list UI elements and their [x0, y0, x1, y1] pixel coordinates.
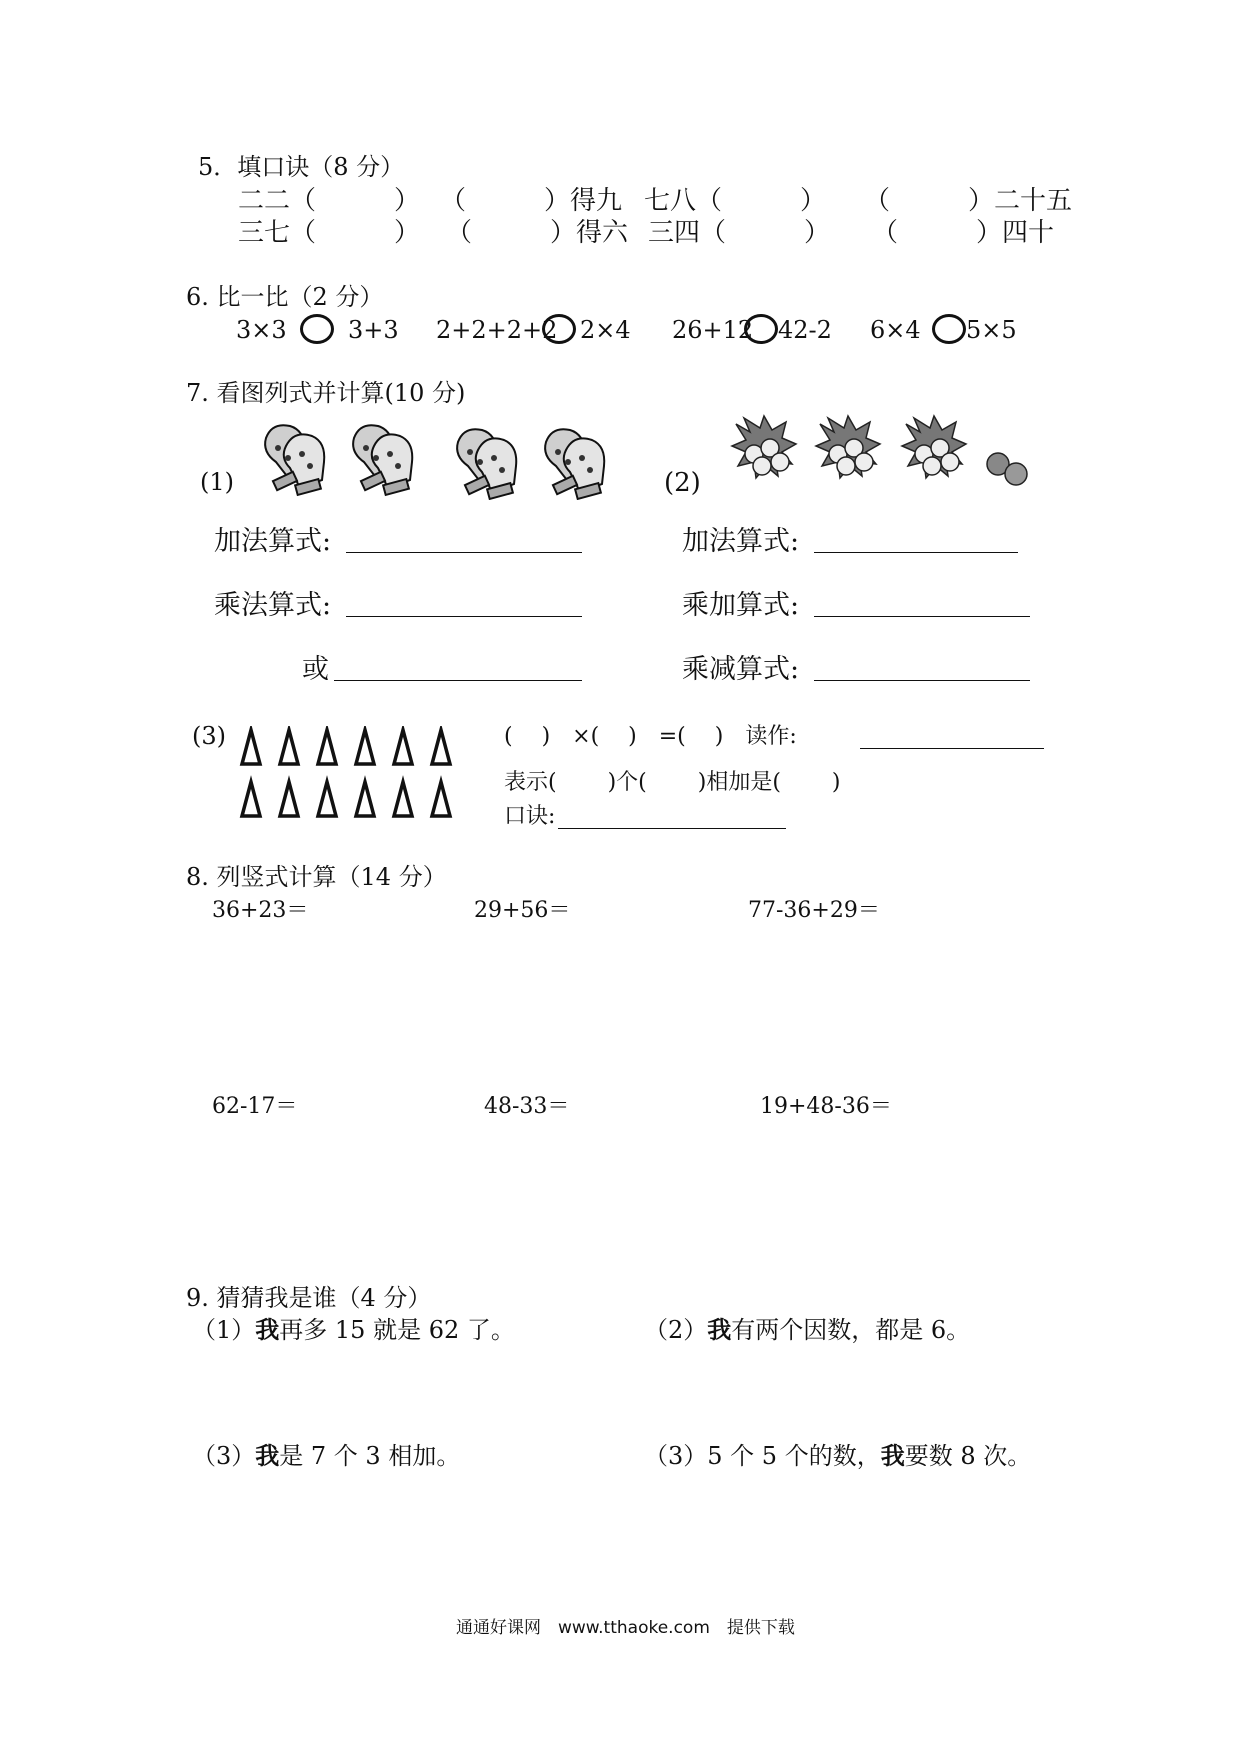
q5-r2-c3: 三四（ ） [648, 218, 831, 248]
q6-p3-left: 26+12 [672, 316, 754, 344]
q7-right-line2-label: 乘加算式: [682, 590, 800, 621]
q6-p1-left: 3×3 [236, 316, 287, 344]
q7-left-line1-blank[interactable] [346, 532, 582, 553]
q7-p3-reading-blank[interactable] [860, 728, 1044, 749]
q6-p3-circle[interactable] [744, 314, 778, 344]
q6-p1-circle[interactable] [300, 314, 334, 344]
q7-p3-label: (3) [192, 722, 226, 750]
q7-p1-label: (1) [200, 468, 234, 496]
q7-p3-line1: ( ) ×( ) =( ) 读作: [504, 724, 797, 749]
q5-r1-c2: （ ）得九 [440, 186, 623, 216]
q7-left-line2-label: 乘法算式: [214, 590, 332, 621]
q8-r1-c3: 77-36+29＝ [748, 898, 880, 923]
q9-item-1: （1）我再多 15 就是 62 了。 [192, 1315, 515, 1344]
q6-p4-right: 5×5 [966, 316, 1017, 344]
q7-right-line3-label: 乘减算式: [682, 654, 800, 685]
q5-r2-c2: （ ）得六 [446, 218, 629, 248]
q8-r2-c3: 19+48-36＝ [760, 1094, 892, 1119]
q6-p2-circle[interactable] [542, 314, 576, 344]
q6-p2-left: 2+2+2+2 [436, 316, 558, 344]
q5-r2-c4: （ ）四十 [872, 218, 1055, 248]
q6-p4-left: 6×4 [870, 316, 921, 344]
q8-r1-c1: 36+23＝ [212, 898, 309, 923]
q7-left-line2-blank[interactable] [346, 596, 582, 617]
q9-item-2: （2）我有两个因数，都是 6。 [644, 1315, 971, 1344]
q6-p4-circle[interactable] [932, 314, 966, 344]
q9-item-3: （3）我是 7 个 3 相加。 [192, 1441, 461, 1470]
q7-left-line3-label: 或 [302, 654, 329, 685]
triangles-picture [238, 726, 458, 822]
q5-r2-c1: 三七（ ） [238, 218, 421, 248]
q7-right-line3-blank[interactable] [814, 660, 1030, 681]
q8-r2-c1: 62-17＝ [212, 1094, 298, 1119]
q9-title: 9. 猜猜我是谁（4 分） [186, 1284, 432, 1312]
q5-r1-c1: 二二（ ） [238, 186, 421, 216]
q9-item-4: （3）5 个 5 个的数，我要数 8 次。 [644, 1441, 1032, 1470]
q7-p3-line3: 口诀: [504, 804, 556, 829]
mittens-picture [256, 418, 626, 500]
q6-p3-right: 42-2 [778, 316, 832, 344]
q7-p3-line2: 表示( )个( )相加是( ) [504, 770, 841, 795]
q5-r1-c3: 七八（ ） [644, 186, 827, 216]
q7-title: 7. 看图列式并计算(10 分) [186, 379, 466, 407]
q8-title: 8. 列竖式计算（14 分） [186, 863, 447, 891]
q6-p1-right: 3+3 [348, 316, 399, 344]
q7-left-line3-blank[interactable] [334, 660, 582, 681]
q7-left-line1-label: 加法算式: [214, 526, 332, 557]
q7-right-line2-blank[interactable] [814, 596, 1030, 617]
q5-title: 5．填口诀（8 分） [198, 153, 405, 181]
q6-p2-right: 2×4 [580, 316, 631, 344]
footer-text: 通通好课网 www.tthaoke.com 提供下载 [456, 1618, 795, 1638]
q7-p3-rhyme-blank[interactable] [558, 808, 786, 829]
q8-r1-c2: 29+56＝ [474, 898, 571, 923]
q7-p2-label: (2) [664, 468, 701, 498]
q8-r2-c2: 48-33＝ [484, 1094, 570, 1119]
apples-picture [730, 414, 1050, 496]
q6-title: 6. 比一比（2 分） [186, 283, 384, 311]
q5-r1-c4: （ ）二十五 [864, 186, 1073, 216]
q7-right-line1-label: 加法算式: [682, 526, 800, 557]
q7-right-line1-blank[interactable] [814, 532, 1018, 553]
